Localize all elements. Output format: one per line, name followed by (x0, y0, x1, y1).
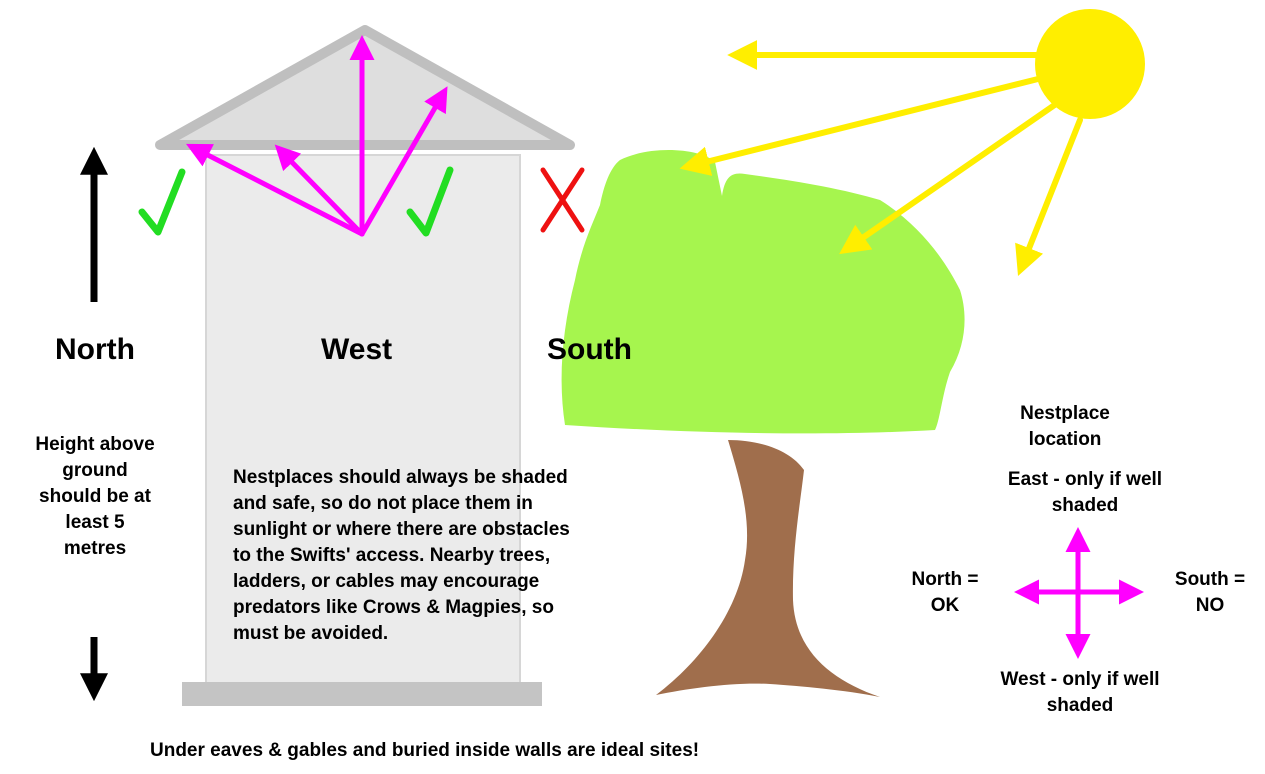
advice-text (233, 465, 570, 647)
footer-text: Under eaves & gables and buried inside walls are ideal sites! (150, 740, 700, 761)
label-north: North (55, 333, 135, 366)
height-note-line: least 5 (65, 512, 125, 533)
label-west: West (321, 333, 393, 366)
advice-line: and safe, so do not place them in (233, 493, 533, 514)
legend-east (975, 467, 1195, 519)
sun-ray-down (1022, 120, 1080, 266)
legend-north (895, 567, 995, 619)
legend-west-line: West - only if well (1000, 669, 1160, 690)
advice-line: sunlight or where there are obstacles (233, 519, 570, 540)
height-note-line: should be at (39, 486, 151, 507)
sun-disc (1035, 9, 1145, 119)
legend-title-line: Nestplace (1020, 403, 1110, 424)
height-note-line: metres (63, 538, 127, 559)
building-roof (160, 30, 570, 145)
advice-line: predators like Crows & Magpies, so (233, 597, 554, 618)
height-note-line: ground (62, 460, 128, 481)
compass-arrows-icon (1023, 536, 1135, 650)
tree-foliage (562, 150, 965, 433)
advice-line: must be avoided. (233, 623, 389, 644)
legend-title (990, 401, 1140, 453)
label-south: South (547, 333, 632, 366)
advice-line: ladders, or cables may encourage (233, 571, 540, 592)
advice-line: Nestplaces should always be shaded (233, 467, 568, 488)
cross-icon (543, 170, 582, 230)
legend-title-line: location (1028, 429, 1102, 450)
legend-east-line: shaded (1051, 495, 1119, 516)
building-base (182, 682, 542, 706)
sun-icon (1035, 9, 1145, 119)
legend-south (1160, 567, 1260, 619)
legend-south-line: NO (1195, 595, 1225, 616)
check-icon (142, 172, 182, 232)
height-note-line: Height above (35, 434, 155, 455)
tree-trunk (656, 440, 880, 697)
legend-north-line: North = (911, 569, 979, 590)
legend-west-line: shaded (1046, 695, 1114, 716)
advice-line: to the Swifts' access. Nearby trees, (233, 545, 551, 566)
height-note (20, 432, 170, 562)
legend-south-line: South = (1174, 569, 1246, 590)
legend-east-line: East - only if well (1007, 469, 1163, 490)
legend-north-line: OK (930, 595, 960, 616)
legend-west (970, 667, 1190, 719)
sun-ray-tree-mid (848, 104, 1056, 248)
